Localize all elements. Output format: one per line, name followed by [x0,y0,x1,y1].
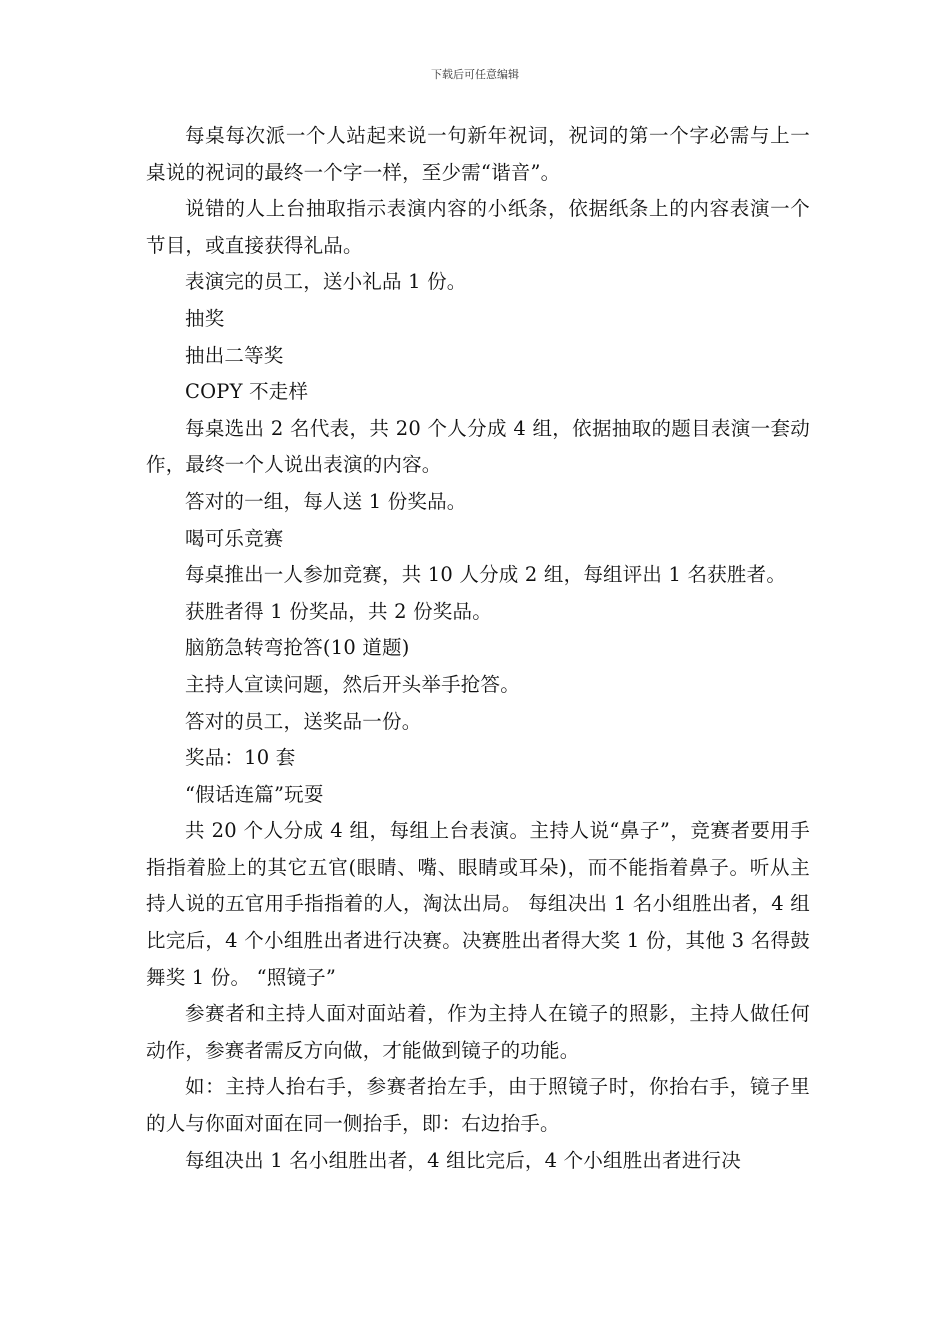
paragraph: 获胜者得 1 份奖品，共 2 份奖品。 [185,599,492,623]
paragraph: 说错的人上台抽取指示表演内容的小纸条，依据纸条上的内容表演一个节目，或直接获得礼品。 [146,197,810,257]
page-header: 下载后可任意编辑 [431,68,519,81]
paragraph: 每桌选出 2 名代表，共 20 个人分成 4 组，依据抽取的题目表演一套动作，最终一个人说出表演的内容。 [146,416,810,477]
paragraph: 主持人宣读问题，然后开头举手抢答。 [185,672,520,696]
section-heading: 抽奖 [185,306,225,330]
paragraph: 每桌每次派一个人站起来说一句新年祝词，祝词的第一个字必需与上一桌说的祝词的最终一个字一样，至少需“谐音”。 [146,124,810,184]
document-body [146,118,810,1179]
paragraph: 参赛者和主持人面对面站着，作为主持人在镜子的照影，主持人做任何动作，参赛者需反方向做，才能做到镜子的功能。 [146,1002,810,1062]
paragraph: 答对的员工，送奖品一份。 [185,709,422,733]
paragraph: 答对的一组，每人送 1 份奖品。 [185,489,467,513]
paragraph: 每桌推出一人参加竞赛，共 10 人分成 2 组，每组评出 1 名获胜者。 [185,563,787,587]
paragraph: 抽出二等奖 [185,343,284,367]
section-heading: 脑筋急转弯抢答(10 道题) [185,636,410,660]
paragraph: 表演完的员工，送小礼品 1 份。 [185,270,467,294]
section-heading: “假话连篇”玩耍 [185,782,324,806]
paragraph: 如：主持人抬右手，参赛者抬左手，由于照镜子时，你抬右手，镜子里的人与你面对面在同一侧抬手，即：右边抬手。 [146,1075,810,1136]
paragraph: 奖品：10 套 [185,746,296,770]
paragraph: 每组决出 1 名小组胜出者，4 组比完后，4 个小组胜出者进行决 [185,1148,741,1172]
section-heading: 喝可乐竞赛 [185,526,284,550]
paragraph: 共 20 个人分成 4 组，每组上台表演。主持人说“鼻子”，竞赛者要用手指指着脸上的其它五官(眼睛、嘴、眼睛或耳朵)，而不能指着鼻子。听从主持人说的五官用手指指着的人，淘汰出局。 每组决出 1 名小组胜出者，4 组比完后，4 个小组胜出者进行决赛。决赛胜出者得大奖 1 份，其他 3 名得鼓舞奖 1 份。 “照镜子” [146,819,810,989]
section-heading: COPY 不走样 [185,380,309,404]
